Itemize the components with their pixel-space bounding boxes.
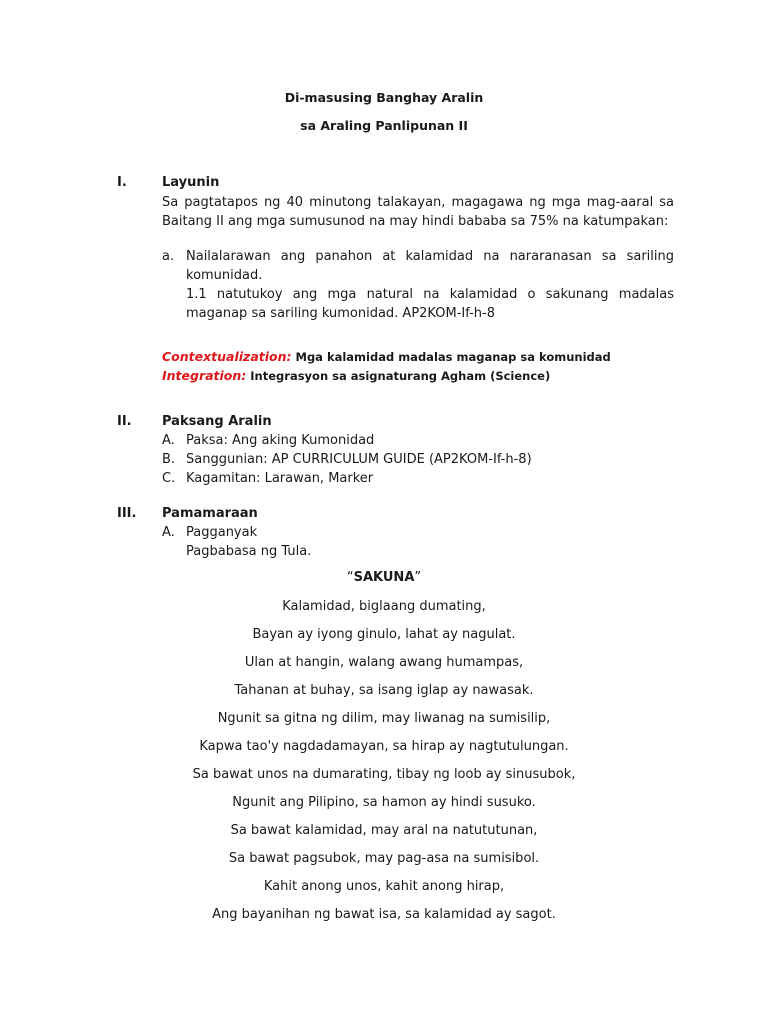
integration-label: Integration: (162, 368, 247, 383)
poem-line: Ngunit sa gitna ng dilim, may liwanag na sumisilip, (217, 711, 551, 726)
integration-line (162, 368, 550, 383)
poem-line: Bayan ay iyong ginulo, lahat ay nagulat. (252, 627, 516, 642)
poem-title-text: SAKUNA (353, 570, 415, 585)
poem-close-quote: ” (414, 570, 422, 585)
list-item-text: Sanggunian: AP CURRICULUM GUIDE (AP2KOM-If-h-8) (186, 452, 532, 467)
objective-a-1: 1.1 natutukoy ang mga natural na kalamidad o sakunang madalas maganap sa sariling kumonidad. AP2KOM-If-h-8 (186, 287, 674, 321)
section-1-heading: Layunin (162, 175, 220, 190)
objective-a-label: a. (162, 249, 175, 264)
list-item (162, 450, 674, 469)
poem-line: Ngunit ang Pilipino, sa hamon ay hindi susuko. (232, 795, 536, 810)
poem-line: Ang bayanihan ng bawat isa, sa kalamidad ay sagot. (212, 907, 556, 922)
list-item (162, 431, 674, 450)
poem-line: Tahanan at buhay, sa isang iglap ay nawasak. (234, 683, 534, 698)
poem-line: Kalamidad, biglaang dumating, (282, 599, 486, 614)
document-title: Di-masusing Banghay Aralin (284, 90, 484, 105)
section-3-numeral: III. (117, 506, 137, 521)
poem-line: Ulan at hangin, walang awang humampas, (244, 655, 524, 670)
contextualization-value: Mga kalamidad madalas maganap sa komunidad (295, 350, 611, 364)
list-item-label: C. (162, 471, 176, 486)
list-item-label: B. (162, 452, 176, 467)
poem-line: Sa bawat kalamidad, may aral na natututunan, (230, 823, 538, 838)
objective-a-text: Nailalarawan ang panahon at kalamidad na nararanasan sa sariling komunidad. (186, 249, 674, 283)
list-item (162, 469, 674, 488)
contextualization-label: Contextualization: (162, 349, 292, 364)
poem-line: Sa bawat pagsubok, may pag-asa na sumisibol. (228, 851, 540, 866)
poem-line: Kapwa tao'y nagdadamayan, sa hirap ay nagtutulungan. (199, 739, 569, 754)
list-item-text: Paksa: Ang aking Kumonidad (186, 433, 375, 448)
poem-title (0, 570, 768, 585)
procedure-a-text: Pagganyak (186, 525, 258, 540)
section-1-intro: Sa pagtatapos ng 40 minutong talakayan, magagawa ng mga mag-aaral sa Baitang II ang mga sumusunod na may hindi bababa sa 75% na katumpakan: (162, 195, 674, 229)
document-subtitle: sa Araling Panlipunan II (300, 118, 468, 133)
procedure-a-detail: Pagbabasa ng Tula. (186, 544, 312, 559)
section-2-heading: Paksang Aralin (162, 414, 272, 429)
contextualization-line (162, 349, 611, 364)
procedure-a-label: A. (162, 525, 175, 540)
list-item-label: A. (162, 433, 175, 448)
section-3-heading: Pamamaraan (162, 506, 258, 521)
section-2-numeral: II. (117, 414, 132, 429)
poem-line: Kahit anong unos, kahit anong hirap, (263, 879, 505, 894)
poem-line: Sa bawat unos na dumarating, tibay ng loob ay sinusubok, (192, 767, 576, 782)
list-item-text: Kagamitan: Larawan, Marker (186, 471, 374, 486)
objective-a (162, 247, 674, 285)
poem-open-quote: “ (346, 570, 354, 585)
section-1-numeral: I. (117, 175, 127, 190)
integration-value: Integrasyon sa asignaturang Agham (Science) (250, 369, 551, 383)
procedure-a (162, 523, 674, 542)
